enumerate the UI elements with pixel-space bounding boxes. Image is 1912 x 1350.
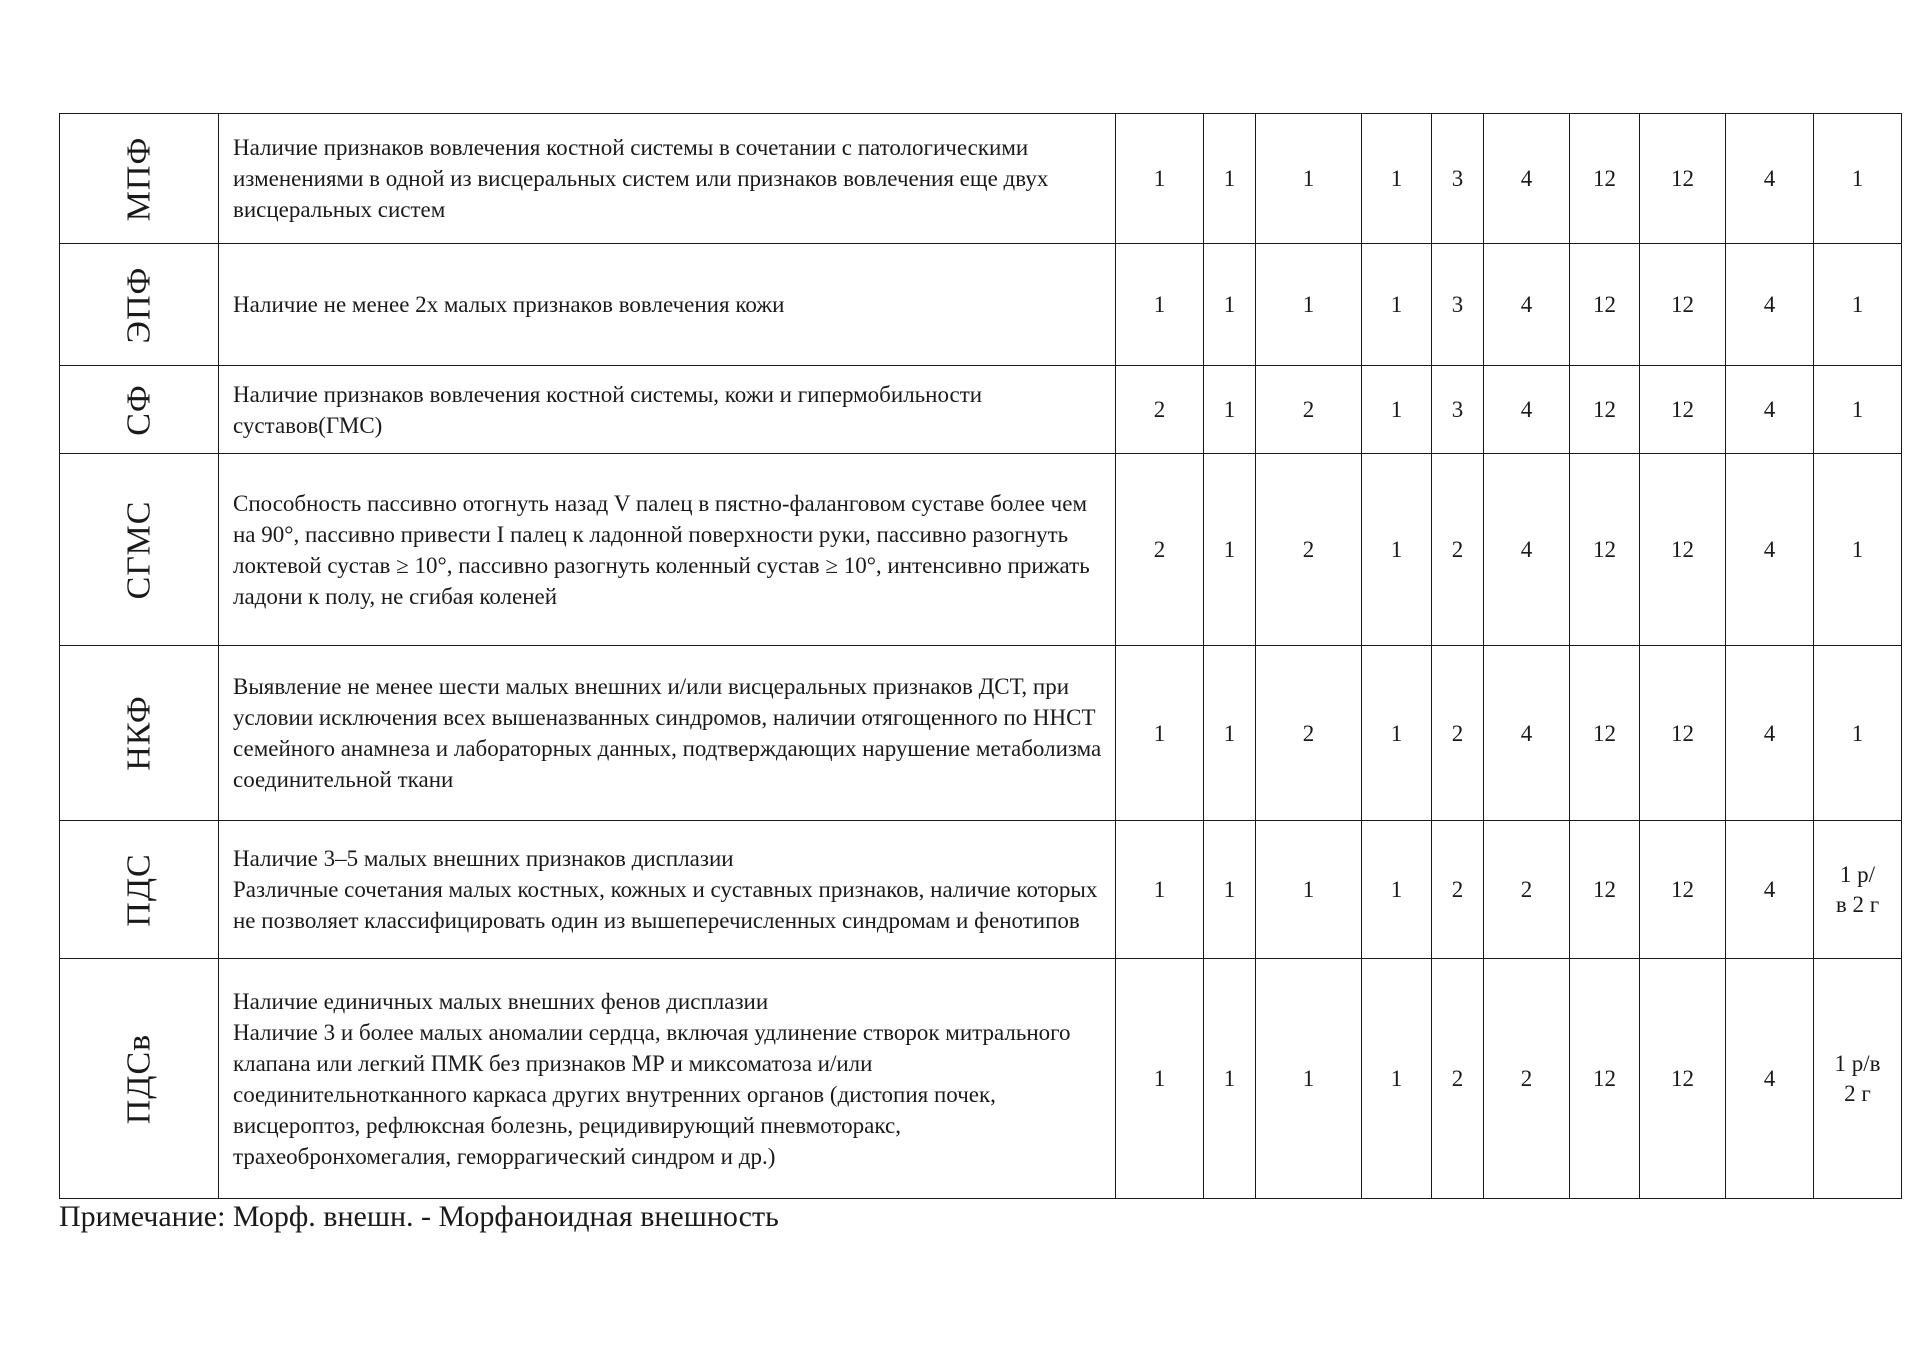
indicators-table <box>59 113 1902 1199</box>
row-code-cell <box>60 646 219 821</box>
row-description: Наличие признаков вовлечения костной системы в сочетании с патологическими изменениями в одной из висцеральных систем или признаков вовлечения еще двух висцеральных систем <box>219 114 1116 244</box>
row-code: ПДС <box>120 852 158 927</box>
value-cell: 3 <box>1432 244 1484 366</box>
value-cell: 1 <box>1204 114 1256 244</box>
value-cell: 1 <box>1814 646 1902 821</box>
value-cell: 1 <box>1814 114 1902 244</box>
value-cell: 2 <box>1484 821 1570 959</box>
value-cell: 2 <box>1432 646 1484 821</box>
value-cell: 1 <box>1362 959 1432 1199</box>
value-cell: 4 <box>1726 366 1814 454</box>
value-cell: 4 <box>1726 114 1814 244</box>
value-cell: 1 <box>1256 244 1362 366</box>
row-description: Наличие не менее 2х малых признаков вовлечения кожи <box>219 244 1116 366</box>
row-code-cell <box>60 366 219 454</box>
value-cell: 12 <box>1570 454 1640 646</box>
row-code-cell <box>60 821 219 959</box>
row-code: НКФ <box>120 695 158 771</box>
value-cell: 1 <box>1362 646 1432 821</box>
value-cell: 2 <box>1256 454 1362 646</box>
row-description: Выявление не менее шести малых внешних и/или висцеральных признаков ДСТ, при условии исключения всех вышеназванных синдромов, наличии отягощенного по ННСТ семейного анамнеза и лабораторных данных, подтверждающих нарушение метаболизма соединительной ткани <box>219 646 1116 821</box>
row-code: СФ <box>120 383 158 436</box>
value-cell: 1 р/в 2 г <box>1814 959 1902 1199</box>
value-cell: 1 р/ в 2 г <box>1814 821 1902 959</box>
value-cell: 1 <box>1204 959 1256 1199</box>
table-note: Примечание: Морф. внешн. - Морфаноидная внешность <box>59 1200 779 1233</box>
value-cell: 2 <box>1432 959 1484 1199</box>
value-cell: 3 <box>1432 114 1484 244</box>
value-cell: 2 <box>1256 366 1362 454</box>
value-cell: 12 <box>1640 114 1726 244</box>
value-cell: 1 <box>1116 646 1204 821</box>
value-cell: 4 <box>1726 646 1814 821</box>
table-row <box>60 959 1902 1199</box>
value-cell: 1 <box>1256 821 1362 959</box>
value-cell: 12 <box>1570 646 1640 821</box>
table-row <box>60 646 1902 821</box>
value-cell: 12 <box>1570 114 1640 244</box>
row-code-cell <box>60 244 219 366</box>
value-cell: 4 <box>1726 454 1814 646</box>
value-cell: 1 <box>1204 646 1256 821</box>
row-code: ЭПФ <box>120 266 158 343</box>
value-cell: 1 <box>1204 366 1256 454</box>
value-cell: 1 <box>1256 959 1362 1199</box>
value-cell: 4 <box>1726 244 1814 366</box>
value-cell: 12 <box>1640 821 1726 959</box>
value-cell: 1 <box>1362 244 1432 366</box>
row-description: Наличие признаков вовлечения костной системы, кожи и гипермобильности суставов(ГМС) <box>219 366 1116 454</box>
value-cell: 1 <box>1362 114 1432 244</box>
value-cell: 12 <box>1570 821 1640 959</box>
value-cell: 1 <box>1116 821 1204 959</box>
value-cell: 2 <box>1432 454 1484 646</box>
value-cell: 12 <box>1570 959 1640 1199</box>
value-cell: 4 <box>1484 114 1570 244</box>
table-body <box>60 114 1902 1199</box>
row-code: МПФ <box>120 136 158 221</box>
value-cell: 2 <box>1484 959 1570 1199</box>
value-cell: 2 <box>1116 454 1204 646</box>
value-cell: 1 <box>1116 244 1204 366</box>
value-cell: 12 <box>1570 244 1640 366</box>
value-cell: 4 <box>1726 959 1814 1199</box>
row-description: Наличие 3–5 малых внешних признаков дисплазии Различные сочетания малых костных, кожных и суставных признаков, наличие которых не позволяет классифицировать один из вышеперечисленных синдромам и фенотипов <box>219 821 1116 959</box>
value-cell: 2 <box>1256 646 1362 821</box>
value-cell: 12 <box>1640 366 1726 454</box>
table-row <box>60 454 1902 646</box>
value-cell: 12 <box>1640 646 1726 821</box>
row-code: СГМС <box>120 500 158 599</box>
row-code-cell <box>60 959 219 1199</box>
value-cell: 1 <box>1362 366 1432 454</box>
value-cell: 12 <box>1640 454 1726 646</box>
value-cell: 3 <box>1432 366 1484 454</box>
value-cell: 4 <box>1484 646 1570 821</box>
value-cell: 2 <box>1116 366 1204 454</box>
row-code-cell <box>60 114 219 244</box>
table-row <box>60 821 1902 959</box>
value-cell: 1 <box>1204 454 1256 646</box>
value-cell: 1 <box>1204 821 1256 959</box>
row-description: Наличие единичных малых внешних фенов дисплазии Наличие 3 и более малых аномалии сердца, включая удлинение створок митрального клапана или легкий ПМК без признаков МР и миксоматоза и/или соединительнотканного каркаса других внутренних органов (дистопия почек, висцероптоз, рефлюксная болезнь, рецидивирующий пневмоторакс, трахеобронхомегалия, геморрагический синдром и др.) <box>219 959 1116 1199</box>
value-cell: 4 <box>1726 821 1814 959</box>
value-cell: 1 <box>1204 244 1256 366</box>
value-cell: 1 <box>1116 959 1204 1199</box>
value-cell: 1 <box>1116 114 1204 244</box>
row-code-cell <box>60 454 219 646</box>
value-cell: 1 <box>1814 366 1902 454</box>
value-cell: 4 <box>1484 366 1570 454</box>
table-row <box>60 366 1902 454</box>
value-cell: 1 <box>1362 454 1432 646</box>
value-cell: 1 <box>1814 244 1902 366</box>
value-cell: 1 <box>1362 821 1432 959</box>
value-cell: 1 <box>1814 454 1902 646</box>
row-code: ПДСв <box>120 1033 158 1124</box>
table-row <box>60 114 1902 244</box>
row-description: Способность пассивно отогнуть назад V палец в пястно-фаланговом суставе более чем на 90°, пассивно привести I палец к ладонной поверхности руки, пассивно разогнуть локтевой сустав ≥ 10°, пассивно разогнуть коленный сустав ≥ 10°, интенсивно прижать ладони к полу, не сгибая коленей <box>219 454 1116 646</box>
table-row <box>60 244 1902 366</box>
value-cell: 2 <box>1432 821 1484 959</box>
value-cell: 1 <box>1256 114 1362 244</box>
value-cell: 4 <box>1484 244 1570 366</box>
value-cell: 12 <box>1640 244 1726 366</box>
value-cell: 4 <box>1484 454 1570 646</box>
value-cell: 12 <box>1570 366 1640 454</box>
value-cell: 12 <box>1640 959 1726 1199</box>
